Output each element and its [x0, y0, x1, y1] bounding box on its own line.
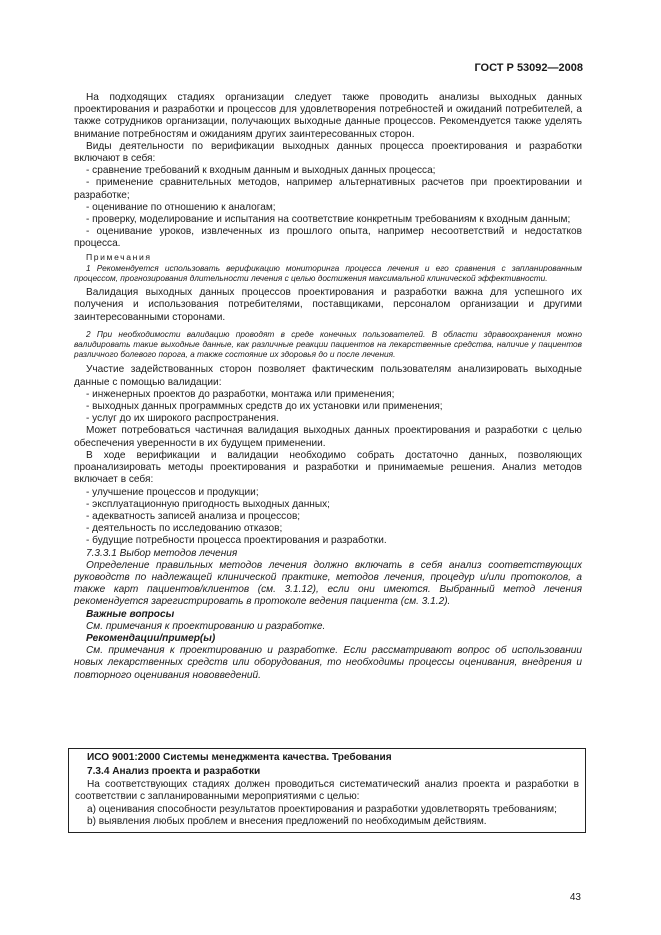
list-item: - эксплуатационную пригодность выходных данных;	[86, 498, 330, 510]
paragraph: Участие задействованных сторон позволяет фактическим пользователям анализировать выходные данные с помощью валидации:	[74, 364, 582, 388]
list-item: - улучшение процессов и продукции;	[86, 486, 259, 498]
list-item: - проверку, моделирование и испытания на соответствие конкретным требованиям к входным данным;	[86, 214, 571, 226]
box-item: a) оценивания способности результатов проектирования и разработки удовлетворять требованиям;	[87, 803, 557, 815]
box-item: b) выявления любых проблем и внесения предложений по необходимым действиям.	[87, 816, 487, 828]
box-section: 7.3.4 Анализ проекта и разработки	[87, 766, 261, 778]
list-item: - будущие потребности процесса проектирования и разработки.	[86, 535, 387, 547]
list-item: - деятельность по исследованию отказов;	[86, 523, 283, 535]
list-item: - оценивание уроков, извлеченных из прошлого опыта, например несоответствий и недостатков процесса.	[74, 226, 582, 250]
list-item: - оценивание по отношению к аналогам;	[86, 201, 276, 213]
box-title: ИСО 9001:2000 Системы менеджмента качества. Требования	[87, 752, 392, 763]
list-item: - инженерных проектов до разработки, монтажа или применения;	[86, 388, 395, 400]
paragraph: Валидация выходных данных процессов проектирования и разработки важна для успешного их получения и использования потребителями, поставщиками, персоналом организации и другими заинтересованными сторонами.	[74, 287, 582, 323]
list-item: - услуг до их широкого распространения.	[86, 413, 279, 425]
document-body	[74, 92, 582, 682]
box-text: На соответствующих стадиях должен проводиться систематический анализ проекта и разработки в соответствии с запланированными мероприятиями с целью:	[75, 778, 579, 803]
paragraph: Определение правильных методов лечения должно включать в себя анализ соответствующих руководств по надлежащей клинической практике, методов лечения, процедур и/или протоколов, а также карт пациентов/клиентов (см. 3.1.12), если они имеются. Выбранный метод лечения рекомендуется зарегистрировать в протоколе ведения пациента (см. 3.1.2).	[74, 559, 582, 608]
paragraph: Виды деятельности по верификации выходных данных процесса проектирования и разработки включают в себя:	[74, 140, 582, 165]
list-item: - выходных данных программных средств до их установки или применения;	[86, 401, 443, 413]
list-item: - адекватность записей анализа и процессов;	[86, 510, 301, 522]
page-number: 43	[569, 892, 581, 903]
paragraph: См. примечания к проектированию и разработке. Если рассматривают вопрос об использовании новых лекарственных средств или оборудования, то необходимы процессы оценивания, внедрения и повторного оценивания нововведений.	[74, 645, 582, 681]
notes-title: Примечания	[86, 251, 152, 262]
subheading: Рекомендации/пример(ы)	[86, 632, 216, 644]
paragraph: На подходящих стадиях организации следует также проводить анализы выходных данных проектирования и разработки и процессов для удовлетворения потребностей и ожиданий потребителей, а также сотрудников организации, получающих выходные данные процессов. Рекомендуется также уделять внимание потребностям и ожиданиям других заинтересованных сторон.	[74, 92, 582, 140]
paragraph: В ходе верификации и валидации необходимо собрать достаточно данных, позволяющих проанализировать методы проектирования и разработки и принимаемые решения. Анализ методов включает в себя:	[74, 449, 582, 486]
subheading: Важные вопросы	[86, 608, 175, 620]
section-heading: 7.3.3.1 Выбор методов лечения	[86, 547, 238, 559]
standard-header: ГОСТ Р 53092—2008	[474, 62, 583, 74]
paragraph: См. примечания к проектированию и разработке.	[86, 620, 326, 632]
list-item: - применение сравнительных методов, например альтернативных расчетов при проектировании и разработке;	[74, 177, 582, 201]
note: 1 Рекомендуется использовать верификацию мониторинга процесса лечения и его сравнения с запланированным процессом, прогнозирования длительности лечения с целью достижения максимальной клинической эффективности.	[74, 262, 582, 284]
iso-quote-box	[68, 748, 586, 833]
list-item: - сравнение требований к входным данным и выходных данных процесса;	[86, 165, 436, 177]
note: 2 При необходимости валидацию проводят в среде конечных пользователей. В области здравоохранения можно валидировать такие выходные данные, как различные реакции пациентов на лекарственные средства, наличие у пациентов различного болевого порога, а также состояние их здоровья до и после лечения.	[74, 328, 582, 360]
paragraph: Может потребоваться частичная валидация выходных данных проектирования и разработки с целью обеспечения уверенности в их будущем применении.	[74, 425, 582, 449]
